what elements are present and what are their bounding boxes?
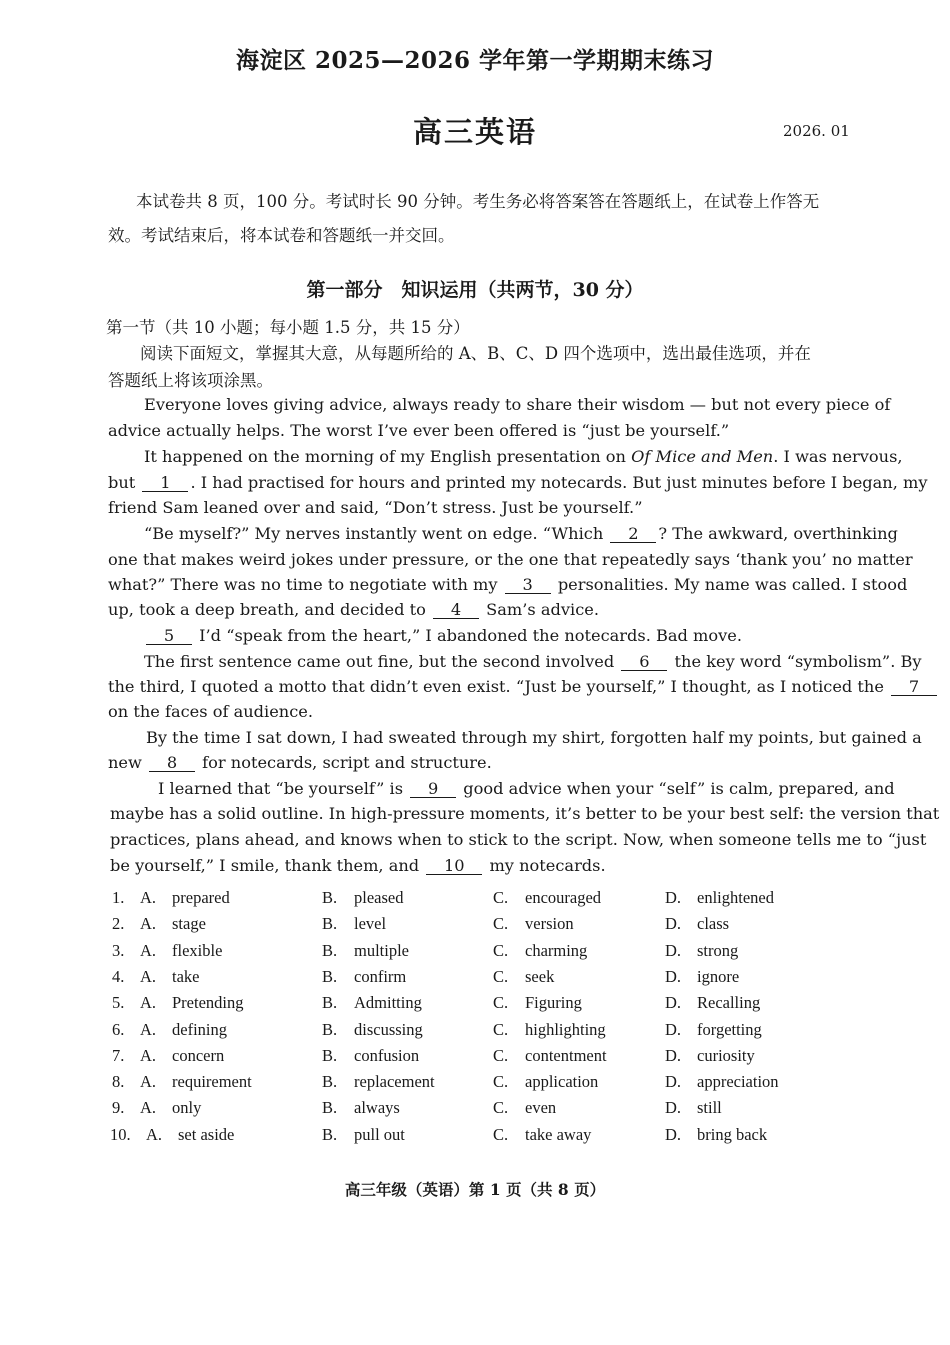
passage-line [144, 447, 903, 466]
option-a [140, 1072, 252, 1092]
option-text: Figuring [525, 993, 582, 1013]
option-text: pleased [354, 888, 404, 907]
option-text: pull out [354, 1124, 405, 1144]
option-letter: D. [665, 940, 682, 960]
exam-date: 2026. 01 [783, 122, 850, 140]
option-d [665, 1020, 762, 1040]
option-letter: D. [665, 888, 682, 907]
passage-text: the key word “symbolism”. By [669, 652, 922, 671]
option-letter: B. [322, 940, 338, 960]
option-d [665, 993, 760, 1013]
passage-text: what?” There was no time to negotiate with my [108, 575, 503, 594]
option-text: class [697, 914, 730, 934]
option-d [665, 1046, 755, 1066]
question-row [0, 941, 950, 967]
option-letter: B. [322, 966, 338, 986]
passage-line [108, 677, 939, 696]
passage-line: maybe has a solid outline. In high-pressure moments, it’s better to be your best self: the version that [110, 804, 940, 823]
part-one-title: 第一部分 知识运用（共两节，30 分） [306, 279, 644, 301]
option-letter: A. [140, 993, 157, 1013]
option-letter: B. [322, 1019, 338, 1039]
passage-text: I’d “speak from the heart,” I abandoned the notecards. Bad move. [194, 626, 743, 645]
passage-text: I learned that “be yourself” is [158, 779, 409, 798]
option-text: strong [697, 940, 739, 960]
passage-text: Sam’s advice. [481, 600, 599, 619]
blank-5: 5 [146, 627, 192, 645]
passage-line: advice actually helps. The worst I’ve ever been offered is “just be yourself.” [108, 421, 730, 440]
option-text: confusion [354, 1045, 420, 1065]
option-c [493, 1020, 606, 1040]
question-number: 5. [112, 993, 125, 1013]
option-letter: D. [665, 1072, 682, 1092]
option-c [493, 914, 574, 934]
option-letter: C. [493, 993, 509, 1013]
option-a [140, 1020, 227, 1040]
blank-6: 6 [621, 653, 667, 671]
option-text: enlightened [697, 888, 774, 907]
option-a [146, 1125, 234, 1145]
option-text: forgetting [697, 1019, 762, 1039]
option-a [140, 888, 230, 908]
option-letter: D. [665, 1045, 682, 1065]
option-text: application [525, 1072, 599, 1092]
option-d [665, 941, 738, 961]
option-letter: D. [665, 914, 682, 934]
passage-line: By the time I sat down, I had sweated through my shirt, forgotten half my points, but gained a [146, 728, 922, 747]
passage-line [110, 856, 606, 875]
option-text: ignore [697, 966, 740, 986]
option-text: only [172, 1098, 202, 1118]
option-b [322, 967, 406, 987]
option-letter: B. [322, 1124, 338, 1144]
question-row [0, 967, 950, 993]
option-letter: C. [493, 1019, 509, 1039]
option-a [140, 1046, 224, 1066]
option-text: concern [172, 1045, 225, 1065]
option-b [322, 941, 409, 961]
option-text: take away [525, 1124, 592, 1144]
option-letter: D. [665, 1019, 682, 1039]
option-text: take [172, 966, 200, 986]
passage-line: practices, plans ahead, and knows when to stick to the script. Now, when someone tells me to “just [110, 830, 927, 849]
option-letter: B. [322, 1072, 338, 1092]
passage-text: good advice when your “self” is calm, prepared, and [458, 779, 895, 798]
option-letter: B. [322, 914, 338, 934]
passage-text: new [108, 753, 148, 772]
option-letter: B. [322, 888, 338, 907]
blank-4: 4 [433, 601, 479, 619]
question-row [0, 1046, 950, 1072]
option-letter: B. [322, 993, 338, 1013]
option-letter: C. [493, 914, 509, 934]
blank-3: 3 [505, 576, 551, 594]
option-letter: A. [140, 1072, 157, 1092]
option-letter: C. [493, 966, 509, 986]
option-letter: C. [493, 888, 509, 907]
option-text: set aside [178, 1124, 235, 1144]
passage-line [108, 600, 599, 619]
option-letter: D. [665, 1124, 682, 1144]
option-b [322, 993, 422, 1013]
option-b [322, 1072, 435, 1092]
directions-line-1: 阅读下面短文，掌握其大意，从每题所给的 A、B、C、D 四个选项中，选出最佳选项，并在 [140, 344, 811, 363]
option-letter: A. [140, 966, 157, 986]
instructions-line-1: 本试卷共 8 页，100 分。考试时长 90 分钟。考生务必将答案答在答题纸上，在试卷上作答无 [136, 192, 820, 211]
option-text: requirement [172, 1072, 252, 1092]
option-text: still [697, 1098, 722, 1118]
directions-line-2: 答题纸上将该项涂黑。 [108, 371, 273, 390]
option-text: version [525, 914, 574, 934]
exam-title: 海淀区 2025—2026 学年第一学期期末练习 [235, 47, 715, 74]
question-row [0, 1020, 950, 1046]
option-letter: C. [493, 1124, 509, 1144]
option-text: even [525, 1098, 557, 1118]
question-number: 4. [112, 966, 125, 986]
passage-text: but [108, 473, 141, 492]
question-row [0, 1125, 950, 1151]
passage-line [108, 753, 492, 772]
question-row [0, 993, 950, 1019]
option-b [322, 1046, 419, 1066]
option-text: prepared [172, 888, 230, 907]
option-letter: C. [493, 1045, 509, 1065]
passage-line [144, 524, 898, 543]
passage-text: The first sentence came out fine, but the second involved [144, 652, 620, 671]
option-letter: C. [493, 1072, 509, 1092]
blank-9: 9 [410, 780, 456, 798]
passage-line [158, 779, 895, 798]
option-c [493, 1125, 591, 1145]
passage-text: It happened on the morning of my English presentation on [144, 447, 632, 466]
option-d [665, 1125, 767, 1145]
question-number: 3. [112, 940, 125, 960]
blank-1: 1 [142, 474, 188, 492]
option-c [493, 888, 601, 908]
option-d [665, 888, 774, 908]
option-text: level [354, 914, 387, 934]
passage-line [108, 575, 907, 594]
option-c [493, 1046, 607, 1066]
option-letter: D. [665, 1098, 682, 1118]
passage-text: for notecards, script and structure. [197, 753, 492, 772]
passage-line: one that makes weird jokes under pressure, or the one that repeatedly says ‘thank you’ no matter [108, 550, 913, 569]
option-a [140, 914, 206, 934]
passage-text: . I was nervous, [773, 447, 903, 466]
option-letter: A. [140, 1045, 157, 1065]
option-a [140, 941, 222, 961]
instructions-line-2: 效。考试结束后，将本试卷和答题纸一并交回。 [108, 226, 455, 245]
option-b [322, 888, 403, 908]
passage-line [144, 626, 742, 645]
passage-text: ? The awkward, overthinking [658, 524, 898, 543]
option-c [493, 1072, 598, 1092]
option-text: flexible [172, 940, 223, 960]
option-text: Admitting [354, 993, 422, 1013]
passage-line: on the faces of audience. [108, 702, 314, 721]
question-number: 1. [112, 888, 125, 907]
passage-text: my notecards. [484, 856, 606, 875]
option-letter: B. [322, 1045, 338, 1065]
option-text: bring back [697, 1124, 768, 1144]
question-row [0, 1098, 950, 1124]
option-text: seek [525, 966, 555, 986]
option-a [140, 1098, 201, 1118]
option-text: stage [172, 914, 206, 934]
passage-text: personalities. My name was called. I stood [552, 575, 908, 594]
option-text: curiosity [697, 1045, 755, 1065]
question-number: 6. [112, 1019, 125, 1039]
option-d [665, 914, 729, 934]
option-c [493, 1098, 556, 1118]
option-c [493, 941, 587, 961]
option-text: always [354, 1098, 400, 1118]
passage-text: up, took a deep breath, and decided to [108, 600, 432, 619]
passage-text: the third, I quoted a motto that didn’t even exist. “Just be yourself,” I thought, as I noticed the [108, 677, 890, 696]
page-footer: 高三年级（英语）第 1 页（共 8 页） [344, 1180, 606, 1199]
question-row [0, 914, 950, 940]
subject-title: 高三英语 [412, 115, 537, 149]
option-letter: B. [322, 1098, 338, 1118]
section-title: 第一节（共 10 小题；每小题 1.5 分，共 15 分） [106, 318, 470, 337]
blank-8: 8 [149, 754, 195, 772]
passage-line: friend Sam leaned over and said, “Don’t stress. Just be yourself.” [108, 498, 643, 517]
option-b [322, 1125, 405, 1145]
option-letter: A. [140, 1098, 157, 1118]
option-text: discussing [354, 1019, 423, 1039]
question-number: 9. [112, 1098, 125, 1118]
option-text: highlighting [525, 1019, 606, 1039]
option-text: replacement [354, 1072, 435, 1092]
option-b [322, 1020, 423, 1040]
question-number: 8. [112, 1072, 125, 1092]
passage-text: be yourself,” I smile, thank them, and [110, 856, 425, 875]
option-a [140, 993, 244, 1013]
option-b [322, 1098, 400, 1118]
option-letter: C. [493, 940, 509, 960]
option-text: defining [172, 1019, 227, 1039]
blank-10: 10 [426, 857, 482, 875]
question-number: 7. [112, 1045, 125, 1065]
passage-line [108, 473, 928, 492]
option-d [665, 967, 739, 987]
option-text: charming [525, 940, 588, 960]
option-letter: A. [146, 1124, 163, 1144]
option-letter: A. [140, 1019, 157, 1039]
option-letter: D. [665, 993, 682, 1013]
question-row [0, 888, 950, 914]
option-letter: D. [665, 966, 682, 986]
option-letter: C. [493, 1098, 509, 1118]
option-text: appreciation [697, 1072, 779, 1092]
question-row [0, 1072, 950, 1098]
blank-2: 2 [610, 525, 656, 543]
book-title: Of Mice and Men [631, 447, 774, 466]
option-letter: A. [140, 940, 157, 960]
option-c [493, 993, 582, 1013]
question-number: 10. [110, 1124, 131, 1144]
option-d [665, 1098, 722, 1118]
option-text: confirm [354, 966, 407, 986]
option-d [665, 1072, 779, 1092]
passage-text: “Be myself?” My nerves instantly went on edge. “Which [144, 524, 609, 543]
option-b [322, 914, 386, 934]
option-letter: A. [140, 888, 157, 907]
question-number: 2. [112, 914, 125, 934]
passage-line: Everyone loves giving advice, always ready to share their wisdom — but not every piece of [144, 395, 891, 414]
option-text: multiple [354, 940, 409, 960]
option-text: encouraged [525, 888, 602, 907]
option-text: Recalling [697, 993, 761, 1013]
passage-text: . I had practised for hours and printed my notecards. But just minutes before I began, my [190, 473, 928, 492]
option-text: contentment [525, 1045, 607, 1065]
passage-line [144, 652, 922, 671]
option-a [140, 967, 199, 987]
option-text: Pretending [172, 993, 244, 1013]
option-c [493, 967, 554, 987]
blank-7: 7 [891, 678, 937, 696]
option-letter: A. [140, 914, 157, 934]
